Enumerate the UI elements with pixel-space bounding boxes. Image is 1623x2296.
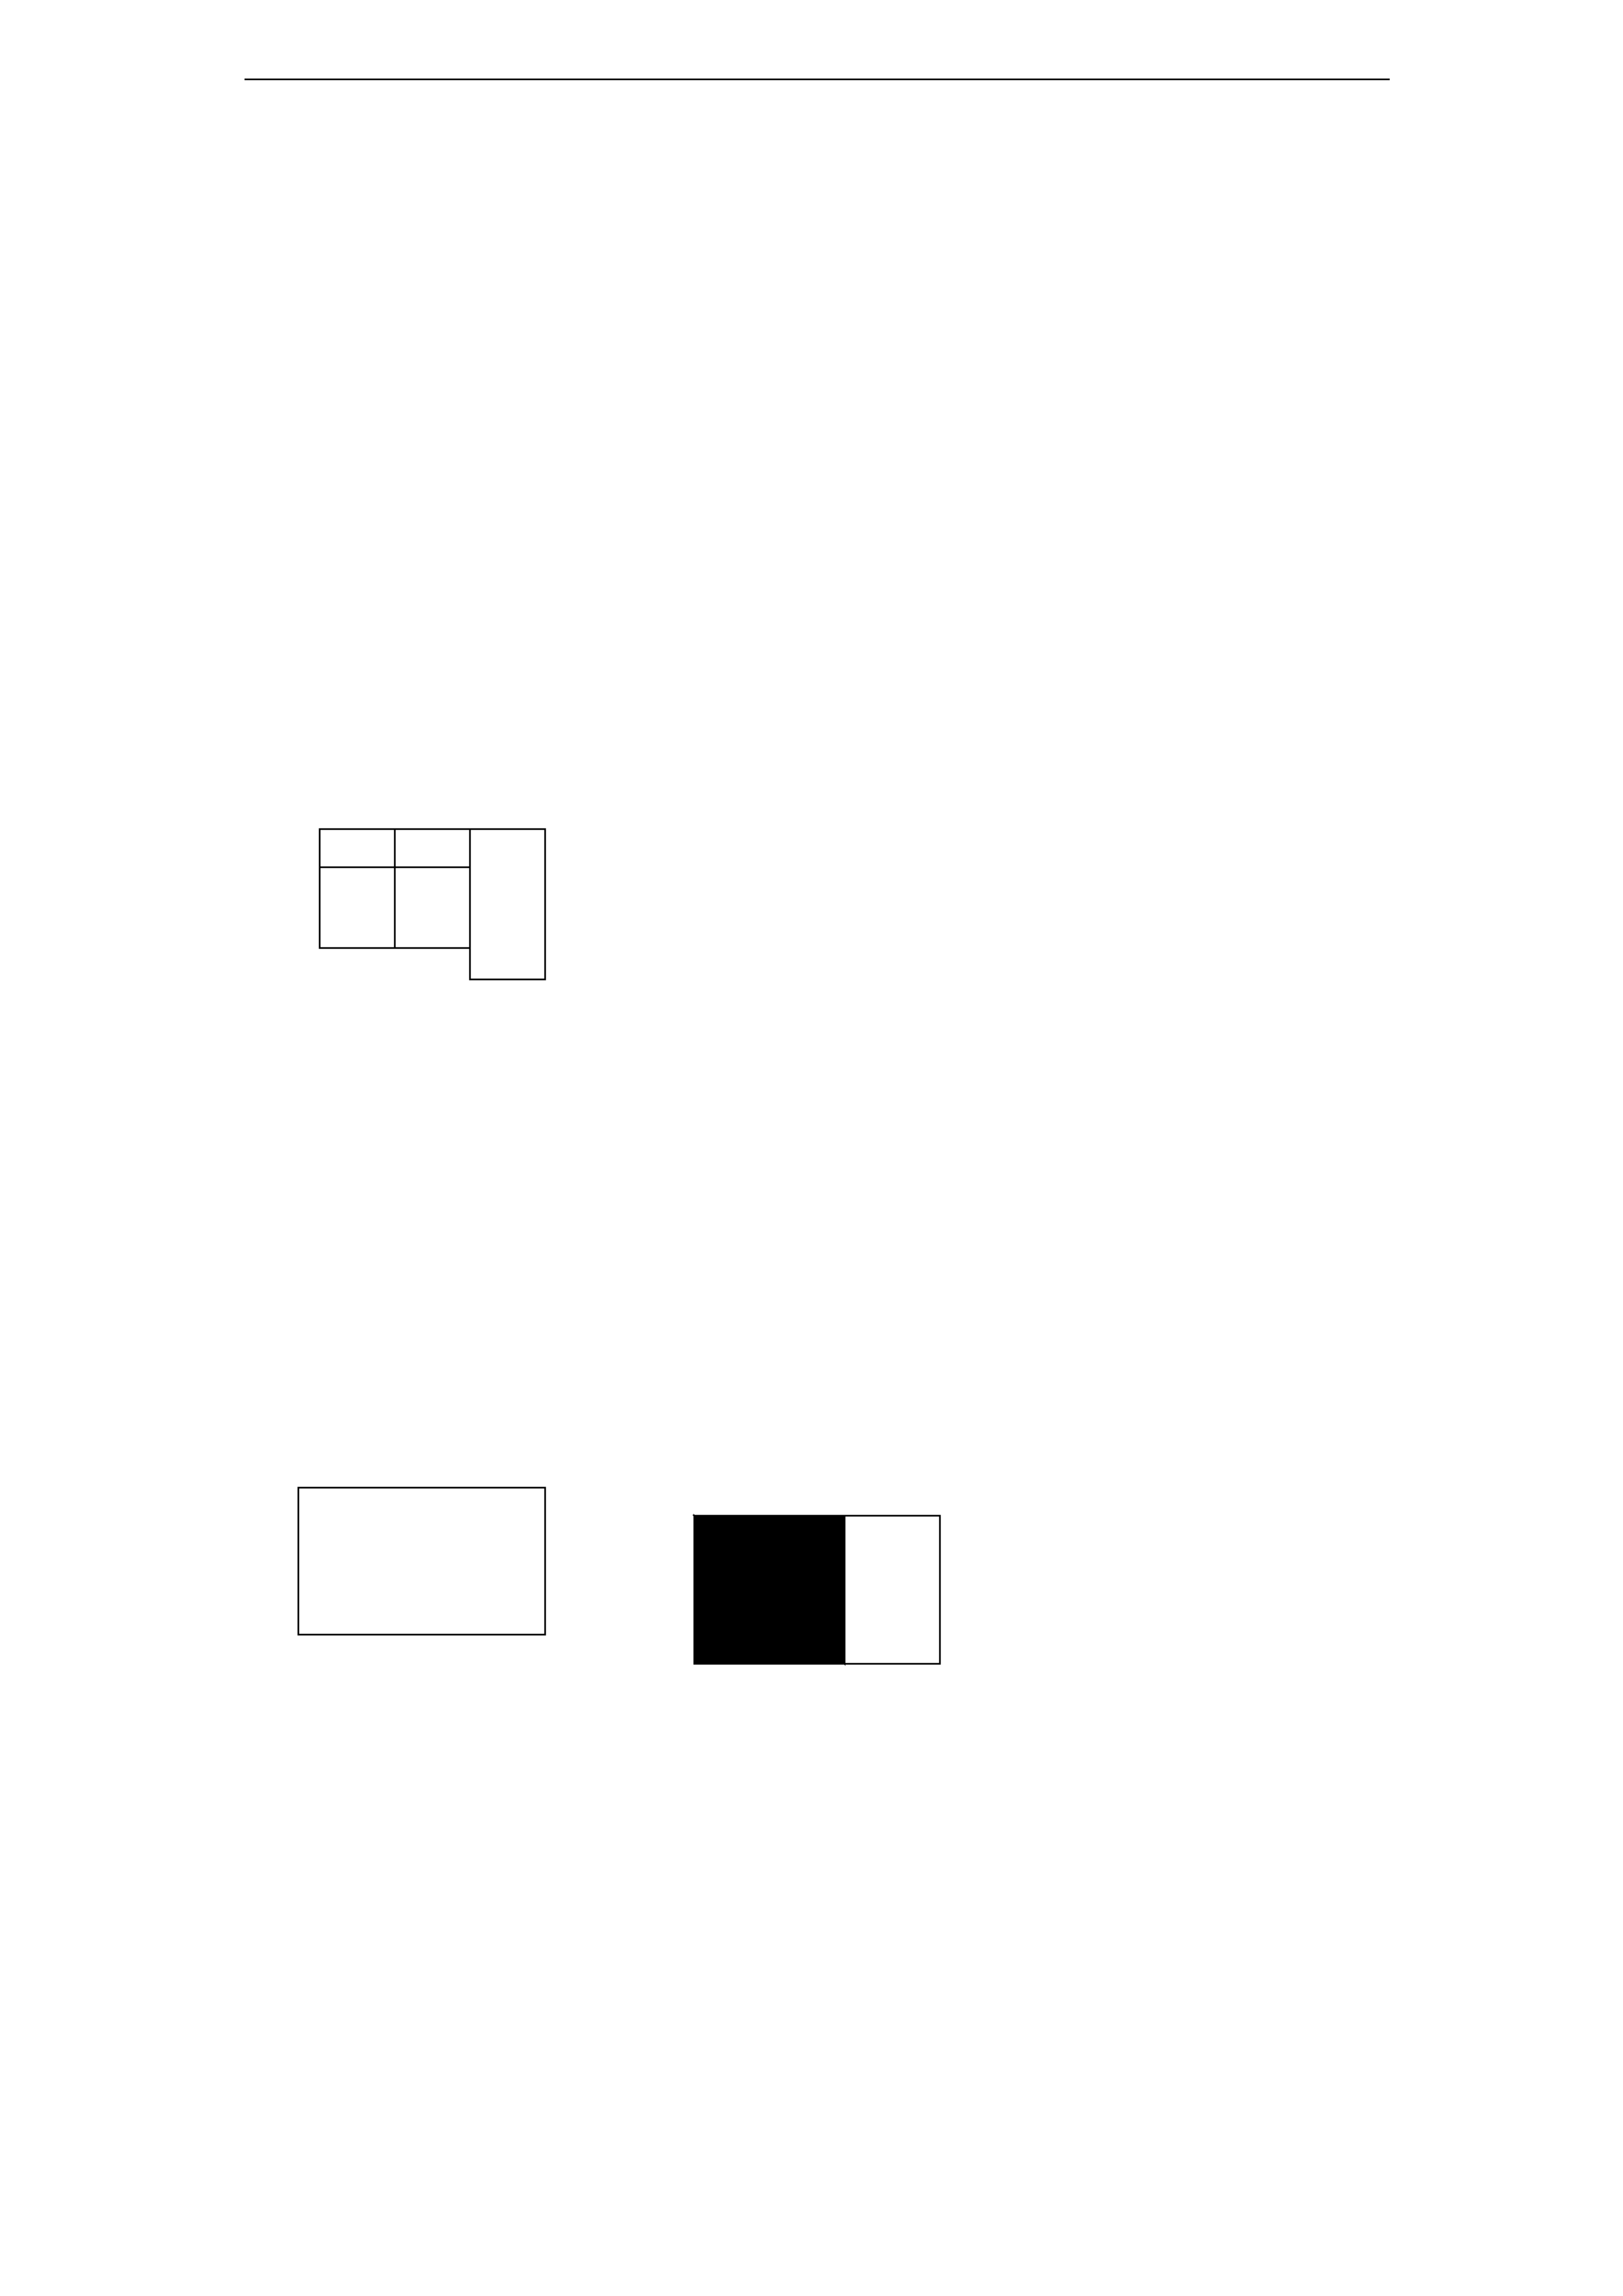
header-rule	[245, 79, 1390, 80]
a3-cut-square-figure	[693, 1515, 946, 1667]
q4-rectangles-figure	[319, 828, 548, 985]
a3-rectangle	[298, 1488, 545, 1635]
a3-remaining-strip	[845, 1516, 940, 1664]
a3-rectangle-figure	[297, 1487, 550, 1638]
q4-fig-tall-rectangle	[470, 829, 545, 979]
